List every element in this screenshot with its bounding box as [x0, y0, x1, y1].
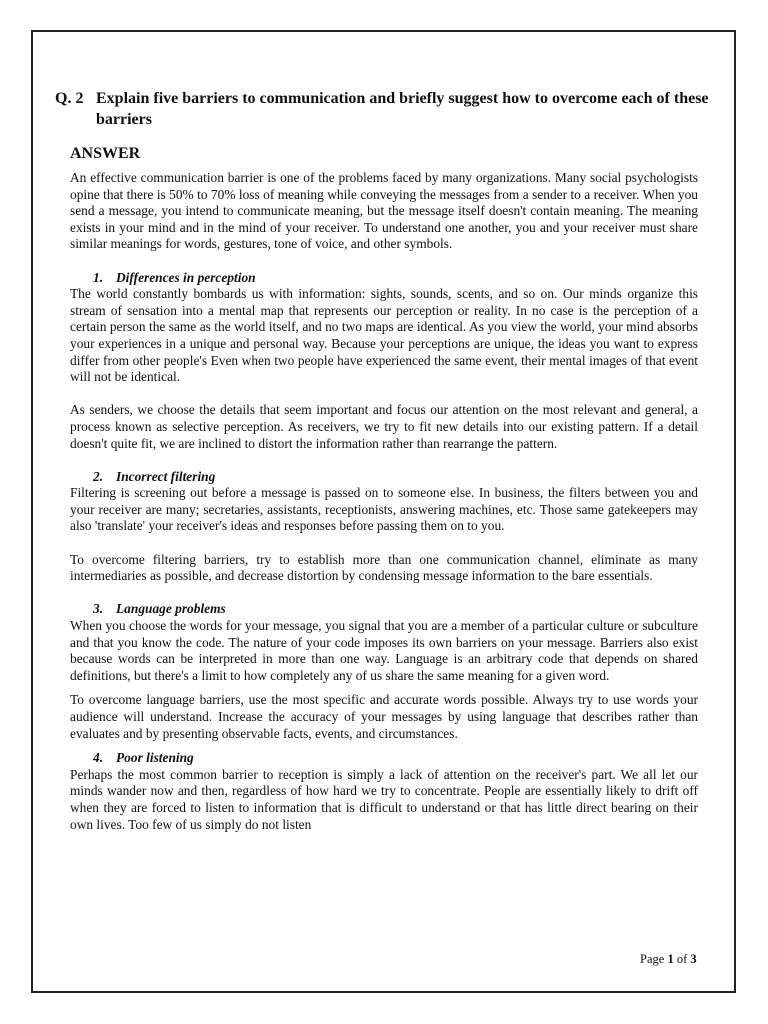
section-number: 4.	[93, 750, 104, 766]
section-heading	[70, 750, 698, 767]
section-paragraph: When you choose the words for your message, you signal that you are a member of a particular culture or subculture and that you know the code. The nature of your code imposes its own barriers on your message. Barriers also exist because words can be interpreted in more than one way. Language is an arbitrary code that depends on shared definitions, but there's a limit to how completely any of us share the same meaning for a given word.	[70, 618, 698, 683]
section-heading	[70, 270, 698, 287]
intro-paragraph: An effective communication barrier is one of the problems faced by many organizations. Many social psychologists opine that there is 50% to 70% loss of meaning while conveying the messages from a sender to a receiver. When you send a message, you intend to communicate meaning, but the message itself doesn't contain meaning. The meaning exists in your mind and in the mind of your receiver. To understand one another, you and your receiver must share similar meanings for words, gestures, tone of voice, and other symbols.	[70, 170, 698, 252]
section-title: Incorrect filtering	[116, 468, 216, 484]
section-paragraph: Filtering is screening out before a message is passed on to someone else. In business, the filters between you and your receiver are many; secretaries, assistants, receptionists, answering machines, etc. Those same gatekeepers may also 'translate' your receiver's ideas and responses before passing them on to you.	[70, 485, 698, 534]
page-current: 1	[667, 952, 674, 966]
section-heading	[70, 601, 698, 618]
answer-heading: ANSWER	[70, 145, 141, 162]
section-number: 3.	[93, 601, 104, 617]
section-paragraph: To overcome language barriers, use the most specific and accurate words possible. Always try to use words your audience will understand. Increase the accuracy of your messages by using language that describes rather than evaluates and by presenting observable facts, events, and circumstances.	[70, 692, 698, 741]
question-number: Q. 2	[55, 90, 84, 107]
section-paragraph: As senders, we choose the details that seem important and focus our attention on the most relevant and general, a process known as selective perception. As receivers, we try to fit new details into our existing pattern. If a detail doesn't quite fit, we are inclined to distort the information rather than rearrange the pattern.	[70, 402, 698, 451]
section-paragraph: To overcome filtering barriers, try to establish more than one communication channel, eliminate as many intermediaries as possible, and decrease distortion by condensing message information to the bare essentials.	[70, 551, 698, 584]
section-title: Differences in perception	[116, 269, 256, 285]
page-total: 3	[690, 952, 697, 966]
section-title: Language problems	[116, 601, 226, 617]
section-paragraph: The world constantly bombards us with information: sights, sounds, scents, and so on. Our minds organize this stream of sensation into a mental map that represents our perception or reality. In no case is the perception of a certain person the same as the world itself, and no two maps are identical. As you view the world, your mind absorbs your experiences in a unique and personal way. Because your perceptions are unique, the ideas you want to express differ from other people's Even when two people have experienced the same event, their mental images of that event will not be identical.	[70, 286, 698, 385]
question-text: Explain five barriers to communication and briefly suggest how to overcome each of these barriers	[96, 90, 709, 128]
page-word: Page	[640, 952, 665, 966]
page-footer	[640, 952, 697, 967]
section-paragraph: Perhaps the most common barrier to reception is simply a lack of attention on the receiver's part. We all let our minds wander now and then, regardless of how hard we try to concentrate. People are essentially likely to drift off when they are forced to listen to information that is difficult to understand or that has little direct bearing on their own lives. Too few of us simply do not listen	[70, 766, 698, 832]
of-word: of	[676, 952, 688, 966]
section-title: Poor listening	[116, 750, 194, 766]
section-heading	[70, 469, 698, 486]
section-number: 1.	[93, 269, 104, 285]
section-number: 2.	[93, 468, 104, 484]
answer-body	[70, 170, 698, 833]
